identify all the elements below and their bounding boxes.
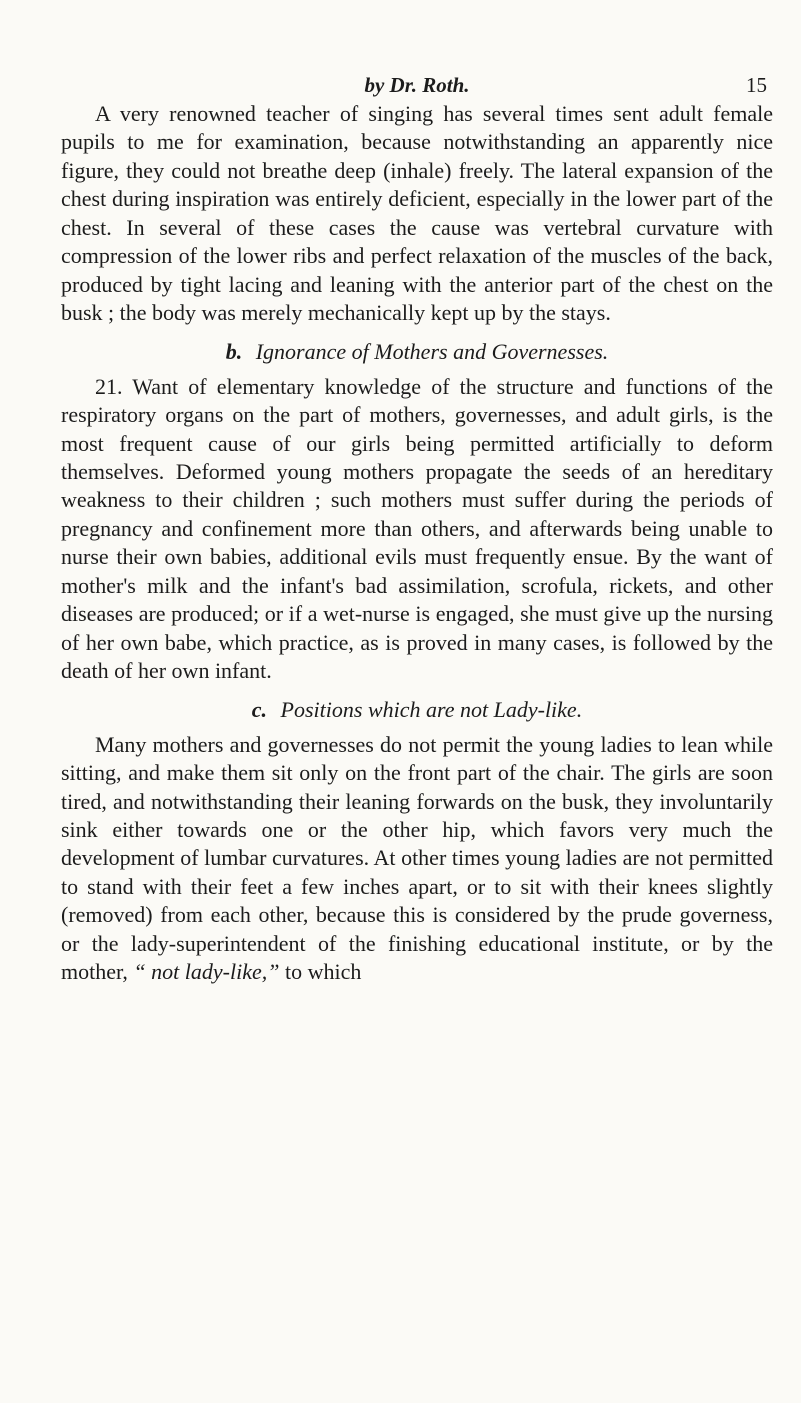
section-letter-c: c. xyxy=(251,696,268,722)
running-head xyxy=(61,70,773,100)
paragraph-singing-teacher: A very renowned teacher of singing has several times sent adult female pupils to me for examination, because notwithstanding an apparently nice figure, they could not breathe deep (inhale) freely. The lateral expansion of the chest during inspiration was entirely deficient, especially in the lower part of the chest. In several of these cases the cause was vertebral curvature with compression of the lower ribs and perfect relaxation of the muscles of the back, produced by tight lacing and leaning with the anterior part of the chest on the busk ; the body was merely mechanically kept up by the stays. xyxy=(61,101,773,326)
section-title-c: Positions which are not Lady-like. xyxy=(280,696,583,722)
paragraph-21-text: Want of elementary knowledge of the structure and functions of the respiratory organs on the part of mothers, governesses, and adult girls, is the most frequent cause of our girls being permitted artificially to deform themselves. Deformed young mothers propagate the seeds of an hereditary weakness to their children ; such mothers must suffer during the periods of pregnancy and confinement more than others, and afterwards being unable to nurse their own babies, additional evils must frequently ensue. By the want of mother's milk and the infant's bad assimilation, scrofula, rickets, and other diseases are produced; or if a wet-nurse is engaged, she must give up the nursing of her own babe, which practice, as is proved in many cases, is followed by the death of her own infant. xyxy=(61,373,773,684)
section-heading-b xyxy=(61,338,773,366)
paragraph-number: 21. xyxy=(95,373,123,399)
paragraph-21 xyxy=(61,373,773,686)
quote-not-lady-like: “ not lady-like,” xyxy=(133,959,280,985)
section-letter-b: b. xyxy=(225,338,243,364)
page-number: 15 xyxy=(746,73,767,97)
paragraph-positions-text: Many mothers and governesses do not permit the young ladies to lean while sitting, and make them sit only on the front part of the chair. The girls are soon tired, and notwithstanding their leaning forwards on the busk, they involuntarily sink either towards one or the other hip, which favors very much the development of lumbar curvatures. At other times young ladies are not permitted to stand with their feet a few inches apart, or to sit with their knees slightly (removed) from each other, because this is considered by the prude governess, or the lady-superintendent of the finishing educational institute, or by the mother, xyxy=(61,731,773,985)
paragraph-positions-tail: to which xyxy=(284,959,362,985)
section-heading-c xyxy=(61,696,773,724)
body-text xyxy=(61,100,773,987)
section-title-b: Ignorance of Mothers and Governesses. xyxy=(255,338,609,364)
running-title: by Dr. Roth. xyxy=(364,73,470,97)
paragraph-positions xyxy=(61,731,773,987)
